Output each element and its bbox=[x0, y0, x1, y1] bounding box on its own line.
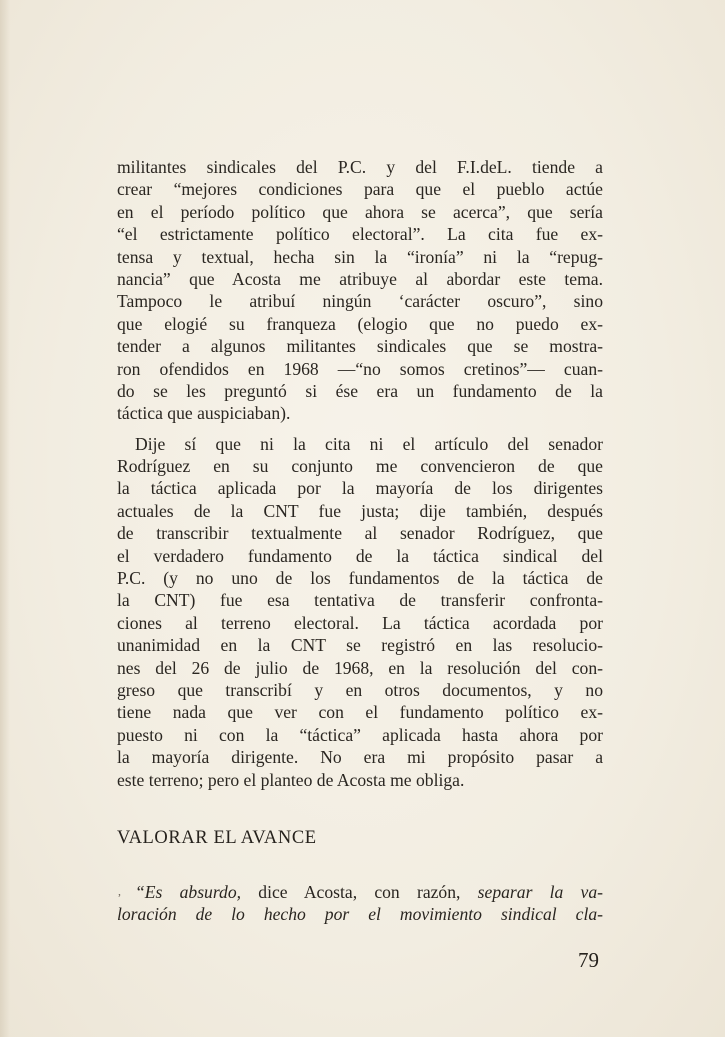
body-text bbox=[117, 156, 603, 791]
paragraph-1-line: Tampoco le atribuí ningún ‘carácter oscuro”, sino bbox=[117, 291, 603, 312]
paragraph-2-line: la CNT) fue esa tentativa de transferir confronta- bbox=[117, 590, 603, 611]
paragraph-1-line: crear “mejores condiciones para que el pueblo actúe bbox=[117, 179, 603, 200]
paragraph-2-line: de transcribir textualmente al senador Rodríguez, que bbox=[117, 523, 603, 544]
paragraph-2-line: actuales de la CNT fue justa; dije también, después bbox=[117, 500, 603, 521]
paragraph-2-line: la mayoría dirigente. No era mi propósito pasar a bbox=[117, 747, 603, 768]
stray-mark: , bbox=[118, 884, 121, 898]
paragraph-2-line: greso que transcribí y en otros documentos, y no bbox=[117, 679, 603, 700]
paragraph-1-line: ron ofendidos en 1968 —“no somos cretinos”— cuan- bbox=[117, 358, 603, 379]
paragraph-2-line: P.C. (y no uno de los fundamentos de la táctica de bbox=[117, 568, 603, 589]
paragraph-1-line: táctica que auspiciaban). bbox=[117, 403, 291, 424]
paragraph-1-line: “el estrictamente político electoral”. La cita fue ex- bbox=[117, 224, 603, 245]
quote-line-text: “Es absurdo, dice Acosta, con razón, separar la va- bbox=[135, 882, 604, 902]
paragraph-2-line: el verdadero fundamento de la táctica sindical del bbox=[117, 545, 603, 566]
paragraph-2-line: nes del 26 de julio de 1968, en la resolución del con- bbox=[117, 657, 603, 678]
paragraph-1-line: tender a algunos militantes sindicales que se mostra- bbox=[117, 336, 603, 357]
quote-line bbox=[117, 902, 603, 924]
quote-line bbox=[117, 880, 603, 902]
page-number: 79 bbox=[578, 948, 599, 972]
paragraph-1 bbox=[117, 156, 603, 425]
paragraph-1-line: que elogié su franqueza (elogio que no puedo ex- bbox=[117, 313, 603, 334]
paragraph-1-line: en el período político que ahora se acerca”, que sería bbox=[117, 201, 603, 222]
paragraph-2-line: Rodríguez en su conjunto me convencieron de que bbox=[117, 456, 603, 477]
quote-line-text: loración de lo hecho por el movimiento sindical cla- bbox=[117, 904, 603, 925]
page-edge-shadow bbox=[0, 0, 10, 1037]
paragraph-2-line: tiene nada que ver con el fundamento político ex- bbox=[117, 702, 603, 723]
paragraph-2-line: puesto ni con la “táctica” aplicada hasta ahora por bbox=[117, 724, 603, 745]
paragraph-1-line: nancia” que Acosta me atribuye al abordar este tema. bbox=[117, 268, 603, 289]
paragraph-2-line: la táctica aplicada por la mayoría de los dirigentes bbox=[117, 478, 603, 499]
paragraph-2-line: Dije sí que ni la cita ni el artículo del senador bbox=[135, 433, 603, 454]
paragraph-1-line: do se les preguntó si ése era un fundamento de la bbox=[117, 380, 603, 401]
paragraph-1-line: tensa y textual, hecha sin la “ironía” ni la “repug- bbox=[117, 246, 603, 267]
quote-paragraph bbox=[117, 880, 603, 925]
section-heading: VALORAR EL AVANCE bbox=[117, 828, 317, 848]
paragraph-2-line: ciones al terreno electoral. La táctica acordada por bbox=[117, 612, 603, 633]
paragraph-2 bbox=[117, 433, 603, 791]
paragraph-2-line: unanimidad en la CNT se registró en las resolucio- bbox=[117, 635, 603, 656]
paragraph-2-line: este terreno; pero el planteo de Acosta me obliga. bbox=[117, 769, 465, 790]
paragraph-1-line: militantes sindicales del P.C. y del F.I.deL. tiende a bbox=[117, 157, 603, 177]
